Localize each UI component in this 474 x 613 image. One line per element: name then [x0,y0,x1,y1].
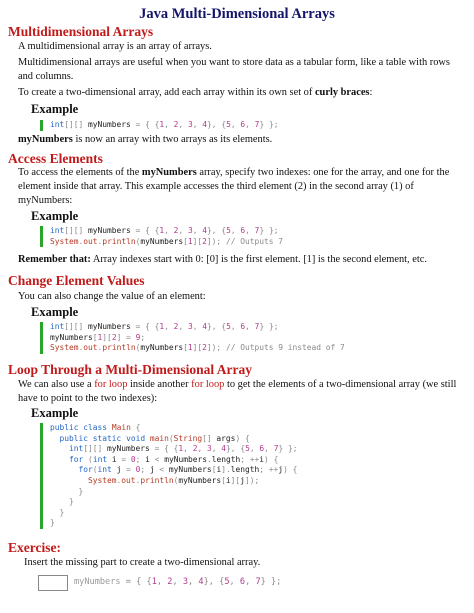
access-intro [18,166,462,209]
exercise-instructions: Insert the missing part to create a two-dimensional array. [24,557,261,568]
remember-note [18,253,462,267]
multi-usage: Multidimensional arrays are useful when you want to store data as a tabular form, like a table with rows and columns. [18,57,450,83]
multi-create-bold: curly braces [314,87,370,98]
multi-create-text: To create a two-dimensional array, add each array within its own set of [18,87,315,98]
change-intro: You can also change the value of an element: [18,291,206,302]
for-loop-link[interactable]: for loop [94,379,128,390]
code-block: int[][] myNumbers = { {1, 2, 3, 4}, {5, 6, 7} }; [40,120,278,131]
multi-create [18,86,462,100]
multi-create-suffix: : [369,87,373,98]
multi-intro: A multidimensional array is an array of arrays. [18,41,212,52]
exercise-code: myNumbers = { {1, 2, 3, 4}, {5, 6, 7} }; [74,577,282,587]
remember-text: Array indexes start with 0: [0] is the first element. [1] is the second element, etc. [90,254,427,265]
loop-intro-text-2: inside another [127,379,192,390]
heading-change-values: Change Element Values [8,273,145,288]
multi-note [18,133,462,147]
heading-access-elements: Access Elements [8,151,103,166]
heading-loop-through: Loop Through a Multi-Dimensional Array [8,362,253,377]
access-intro-text-2: array, specify two indexes: one for the array, and one for the element inside that array. This example accesses the third element (2) in the second array (1) of myNumbers: [18,167,450,207]
code-block: public class Main { public static void main(String[] args) { int[][] myNumbers = { {1, 2, 3, 4}, {5, 6, 7} }; for (int i = 0; i < myNumbers.length; ++i) { for(int j = 0; j < myNumbers[i].length; ++j) { System.out.println(myNumbers[i][j]); } } } } [40,423,298,529]
access-intro-bold: myNumbers [141,167,197,178]
heading-exercise: Exercise: [8,540,61,555]
page-title: Java Multi-Dimensional Arrays [139,6,335,22]
code-block: int[][] myNumbers = { {1, 2, 3, 4}, {5, 6, 7} }; myNumbers[1][2] = 9; System.out.println(myNumbers[1][2]); // Outputs 9 instead of 7 [40,322,345,354]
loop-intro-text: We can also use a [18,379,95,390]
for-loop-link[interactable]: for loop [191,379,225,390]
remember-bold: Remember that: [18,254,91,265]
loop-intro [18,378,462,406]
loop-intro-text-3: to get the elements of a two-dimensional array (we still have to point to the two indexes): [18,379,457,405]
example-label: Example [31,209,79,223]
example-label: Example [31,305,79,319]
example-label: Example [31,406,79,420]
code-block: int[][] myNumbers = { {1, 2, 3, 4}, {5, 6, 7} }; System.out.println(myNumbers[1][2]); // Outputs 7 [40,226,283,247]
access-intro-text: To access the elements of the [18,167,142,178]
heading-multidimensional: Multidimensional Arrays [8,24,154,39]
example-label: Example [31,102,79,116]
multi-note-text: is now an array with two arrays as its elements. [72,134,273,145]
answer-input[interactable] [38,575,68,591]
multi-note-bold: myNumbers [18,134,73,145]
